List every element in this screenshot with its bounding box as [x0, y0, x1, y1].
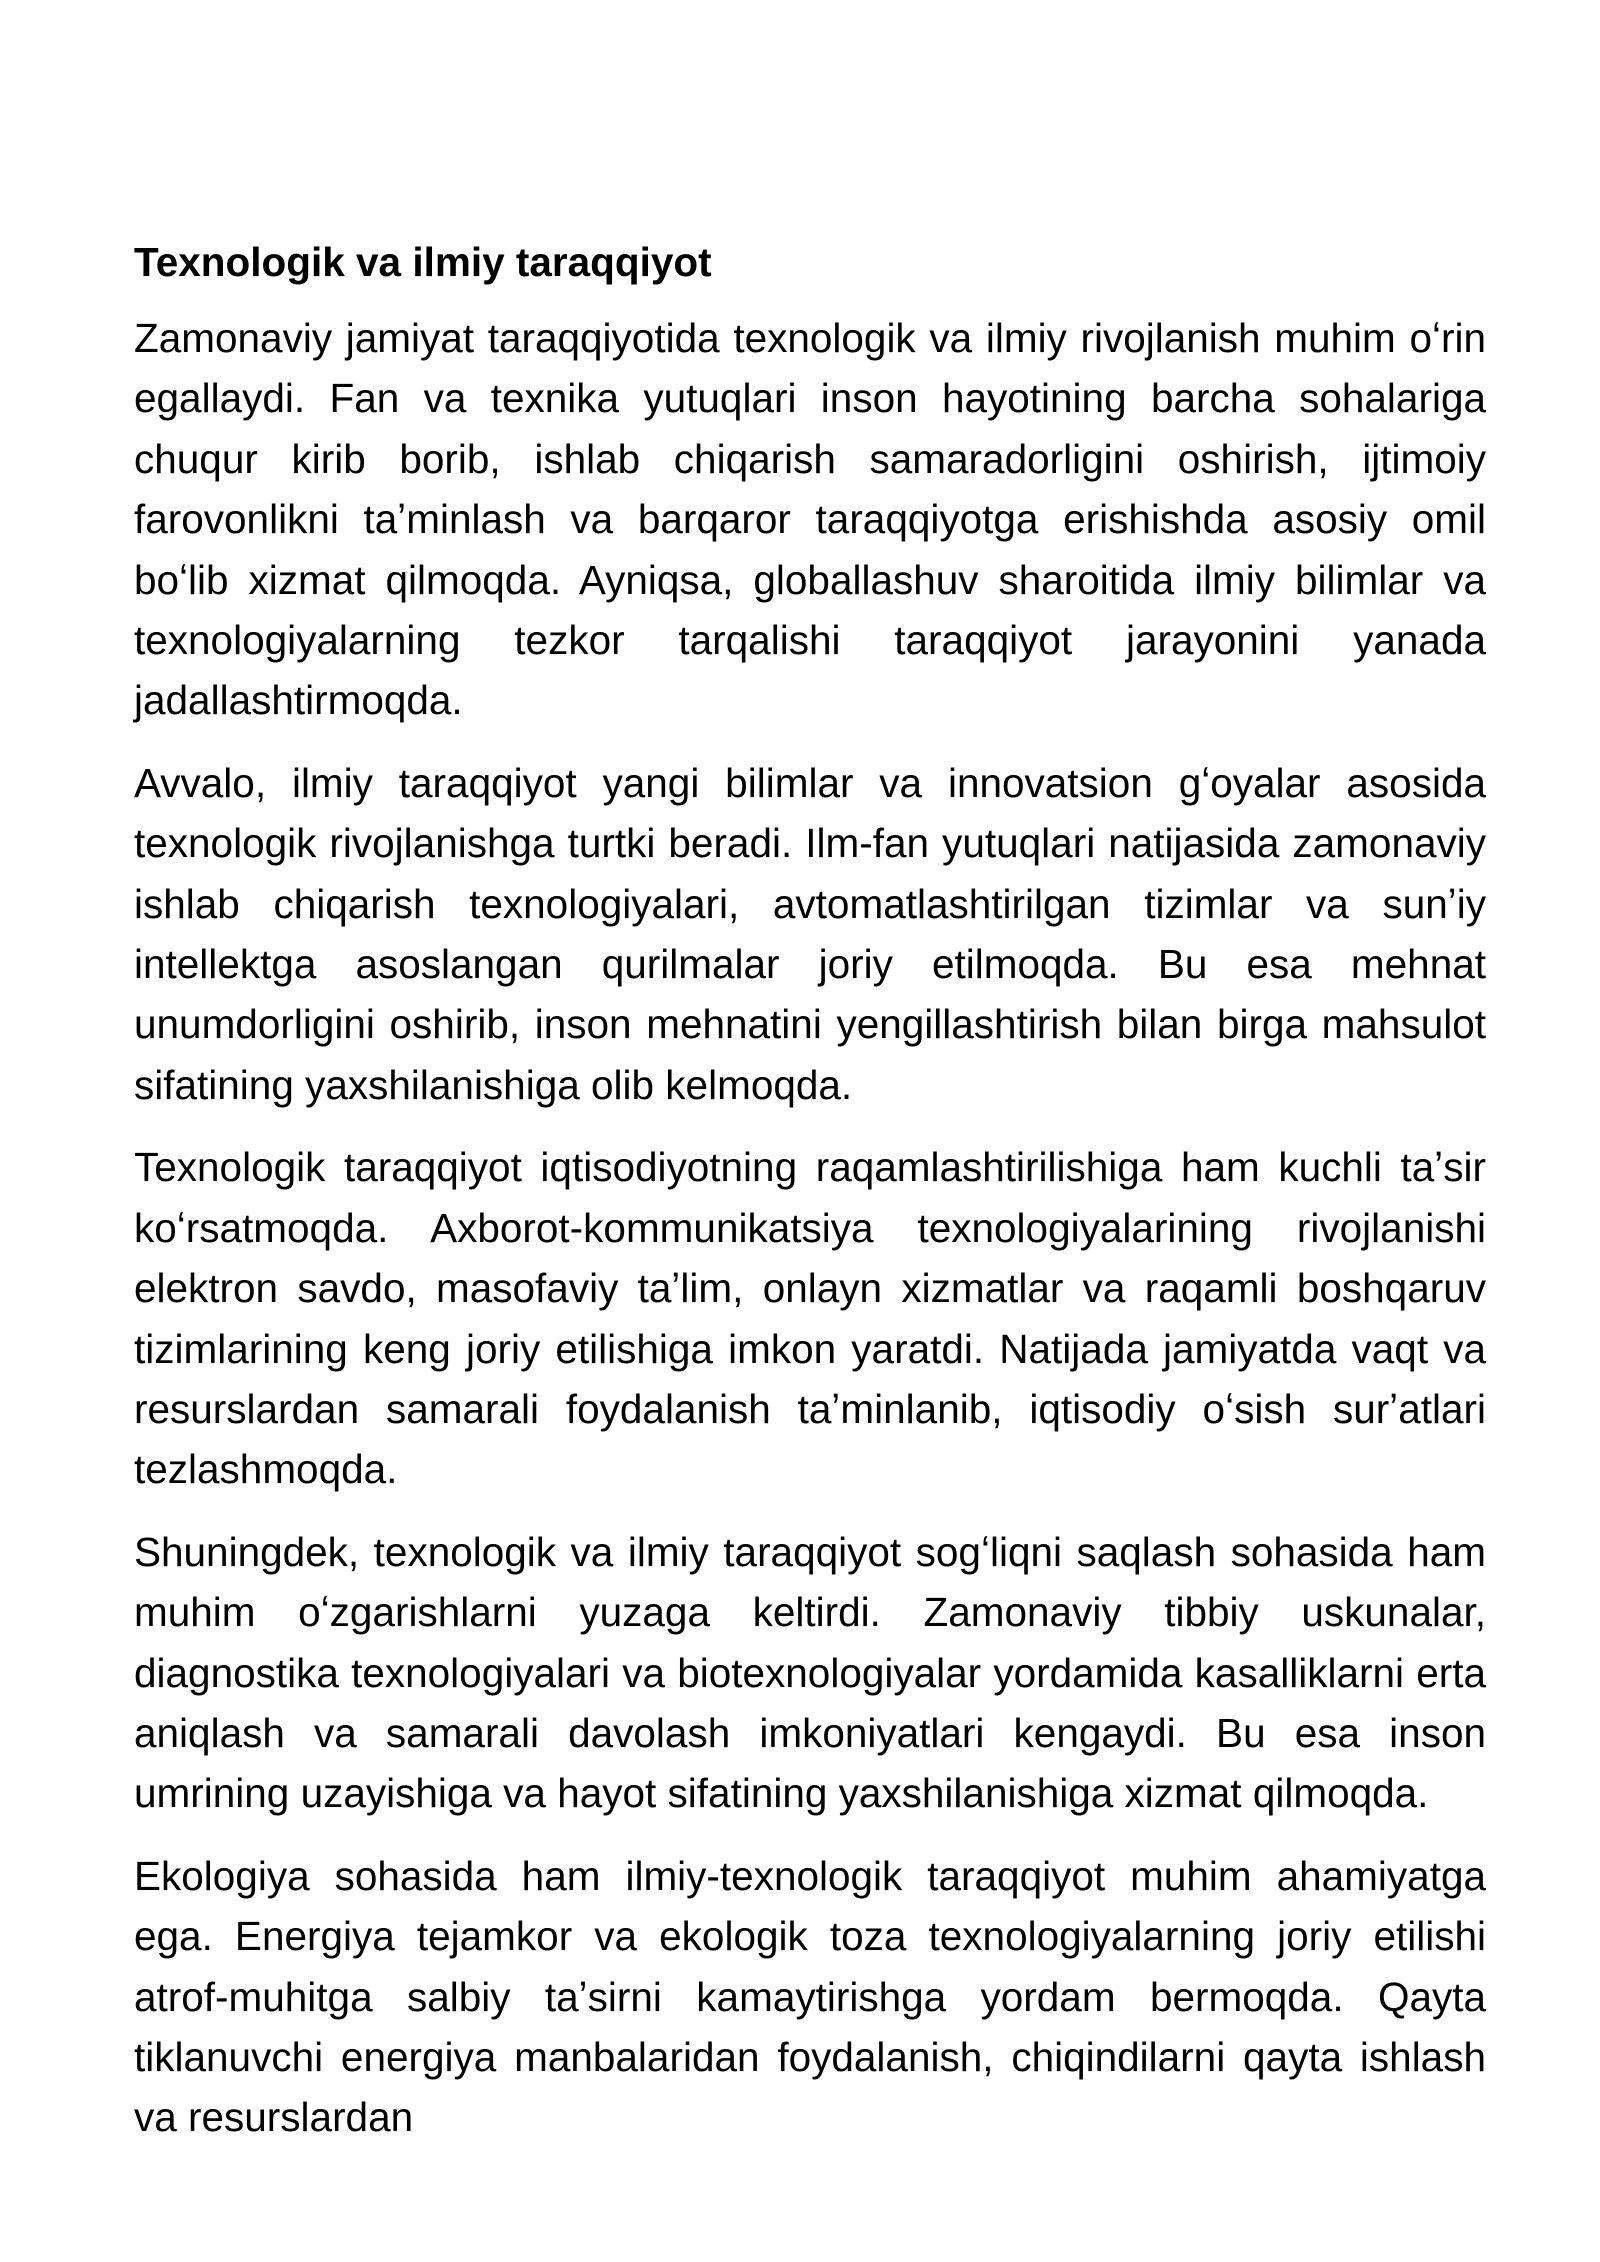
paragraph-4: Shuningdek, texnologik va ilmiy taraqqiyot sogʻliqni saqlash sohasida ham muhim oʻzgarishlarni yuzaga keltirdi. Zamonaviy tibbiy uskunalar, diagnostika texnologiyalari va biotexnologiyalar yordamida kasalliklarni erta aniqlash va samarali davolash imkoniyatlari kengaydi. Bu esa inson umrining uzayishiga va hayot sifatining yaxshilanishiga xizmat qilmoqda. — [134, 1528, 1486, 1817]
paragraph-1: Zamonaviy jamiyat taraqqiyotida texnologik va ilmiy rivojlanish muhim oʻrin egallaydi. Fan va texnika yutuqlari inson hayotining barcha sohalariga chuqur kirib borib, ishlab chiqarish samaradorligini oshirish, ijtimoiy farovonlikni taʼminlash va barqaror taraqqiyotga erishishda asosiy omil boʻlib xizmat qilmoqda. Ayniqsa, globallashuv sharoitida ilmiy bilimlar va texnologiyalarning tezkor tarqalishi taraqqiyot jarayonini yanada jadallashtirmoqda. — [134, 315, 1486, 724]
paragraph-5: Ekologiya sohasida ham ilmiy-texnologik taraqqiyot muhim ahamiyatga ega. Energiya tejamkor va ekologik toza texnologiyalarning joriy etilishi atrof-muhitga salbiy taʼsirni kamaytirishga yordam bermoqda. Qayta tiklanuvchi energiya manbalaridan foydalanish, chiqindilarni qayta ishlash va resurslardan — [134, 1852, 1486, 2141]
paragraph-2: Avvalo, ilmiy taraqqiyot yangi bilimlar va innovatsion gʻoyalar asosida texnologik rivojlanishga turtki beradi. Ilm-fan yutuqlari natijasida zamonaviy ishlab chiqarish texnologiyalari, avtomatlashtirilgan tizimlar va sunʼiy intellektga asoslangan qurilmalar joriy etilmoqda. Bu esa mehnat unumdorligini oshirib, inson mehnatini yengillashtirish bilan birga mahsulot sifatining yaxshilanishiga olib kelmoqda. — [134, 759, 1486, 1108]
paragraph-3: Texnologik taraqqiyot iqtisodiyotning raqamlashtirilishiga ham kuchli taʼsir koʻrsatmoqda. Axborot-kommunikatsiya texnologiyalarining rivojlanishi elektron savdo, masofaviy taʼlim, onlayn xizmatlar va raqamli boshqaruv tizimlarining keng joriy etilishiga imkon yaratdi. Natijada jamiyatda vaqt va resurslardan samarali foydalanish taʼminlanib, iqtisodiy oʻsish surʼatlari tezlashmoqda. — [134, 1144, 1486, 1493]
document-title: Texnologik va ilmiy taraqqiyot — [134, 239, 712, 285]
document-body — [134, 232, 1486, 2170]
